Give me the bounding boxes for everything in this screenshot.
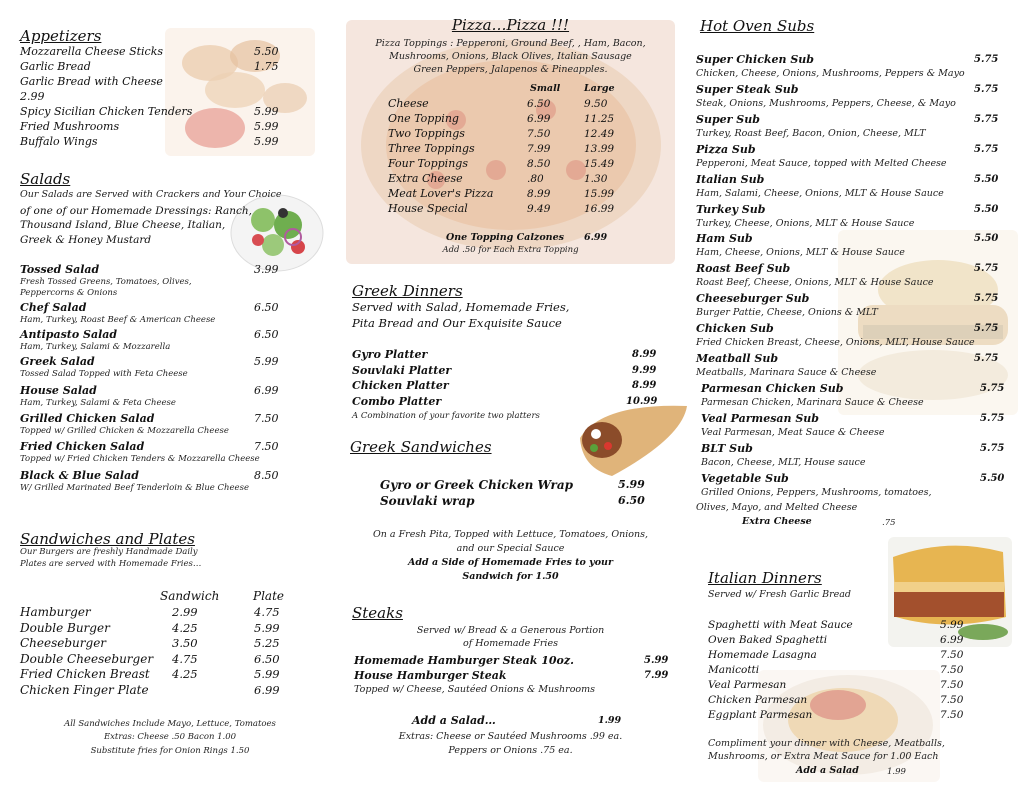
appetizer-price: 5.99 xyxy=(254,135,279,148)
steaks-extras-1: Extras: Cheese or Sautéed Mushrooms .99 ea. xyxy=(398,731,623,742)
salad-name: Antipasto Salad xyxy=(20,328,118,341)
sandwich-name: Chicken Finger Plate xyxy=(20,682,149,697)
plate-price: 5.99 xyxy=(254,620,280,635)
sub-desc: Bacon, Cheese, MLT, House sauce xyxy=(701,456,866,468)
calzone-label: One Topping Calzones xyxy=(446,232,564,243)
salad-name: Chef Salad xyxy=(20,301,87,314)
salads-intro-line: of one of our Homemade Dressings: Ranch, xyxy=(20,204,252,217)
italian-price: 7.50 xyxy=(940,679,964,691)
steaks-intro-2: of Homemade Fries xyxy=(463,638,558,649)
sub-name: Meatball Sub xyxy=(696,352,779,365)
italian-price: 7.50 xyxy=(940,694,964,706)
appetizer-name: Garlic Bread xyxy=(20,60,91,73)
sandwich-price: 4.75 xyxy=(172,651,198,666)
salads-intro-line: Our Salads are Served with Crackers and Your Choice xyxy=(20,189,282,200)
pizza-toppings-1: Pizza Toppings : Pepperoni, Ground Beef, , Ham, Bacon, xyxy=(375,38,646,49)
steaks-extras-2: Peppers or Onions .75 ea. xyxy=(448,745,573,756)
pizza-name: One Topping xyxy=(388,112,459,125)
pizza-small-header: Small xyxy=(530,83,561,94)
sandwich-price: 3.50 xyxy=(172,636,198,650)
salad-price: 6.99 xyxy=(254,384,279,397)
sub-name: BLT Sub xyxy=(701,441,753,455)
appetizer-name: 2.99 xyxy=(20,90,45,103)
sub-price: 5.50 xyxy=(980,472,1005,484)
pizza-large-price: 9.50 xyxy=(584,98,608,110)
appetizer-name: Spicy Sicilian Chicken Tenders xyxy=(20,105,193,118)
italian-name: Eggplant Parmesan xyxy=(708,709,813,721)
sub-desc: Turkey, Roast Beef, Bacon, Onion, Cheese, MLT xyxy=(696,127,926,139)
pizza-large-price: 16.99 xyxy=(584,203,615,215)
sub-price: 5.75 xyxy=(980,412,1005,424)
salads-intro-line: Thousand Island, Blue Cheese, Italian, xyxy=(20,219,226,231)
italian-note-2: Mushrooms, or Extra Meat Sauce for 1.00 Each xyxy=(708,751,939,762)
salad-price: 7.50 xyxy=(254,412,279,425)
salad-price: 6.50 xyxy=(254,301,279,314)
salad-price: 7.50 xyxy=(254,440,279,453)
sandwich-price: 4.25 xyxy=(172,667,198,681)
greek-sandwiches-note-3: Add a Side of Homemade Fries to your xyxy=(408,557,613,568)
salad-desc: Ham, Turkey, Salami & Feta Cheese xyxy=(20,398,176,408)
greek-dinner-price: 10.99 xyxy=(626,395,658,407)
pizza-name: Three Toppings xyxy=(388,142,475,155)
sandwiches-note-2: Extras: Cheese .50 Bacon 1.00 xyxy=(103,732,237,742)
pizza-small-price: 6.99 xyxy=(527,113,551,125)
greek-dinner-price: 8.99 xyxy=(632,349,657,360)
extra-cheese-label: Extra Cheese xyxy=(742,516,812,527)
sub-price: 5.75 xyxy=(974,83,999,95)
greek-dinners-intro-1: Served with Salad, Homemade Fries, xyxy=(352,300,570,314)
steaks-add-salad-price: 1.99 xyxy=(598,715,622,726)
italian-price: 6.99 xyxy=(940,634,964,646)
italian-name: Oven Baked Spaghetti xyxy=(708,634,828,646)
salad-desc: Peppercorns & Onions xyxy=(20,288,118,298)
pizza-small-price: 9.49 xyxy=(527,203,551,215)
pizza-large-price: 1.30 xyxy=(584,173,608,185)
salad-desc: Fresh Tossed Greens, Tomatoes, Olives, xyxy=(20,277,192,287)
pizza-small-price: 7.99 xyxy=(527,143,551,155)
greek-dinner-price: 8.99 xyxy=(632,380,657,391)
greek-sandwiches-note-2: and our Special Sauce xyxy=(456,543,565,554)
salad-price: 8.50 xyxy=(254,469,279,482)
pizza-large-price: 12.49 xyxy=(584,128,615,140)
greek-sandwich-price: 5.99 xyxy=(618,478,645,491)
sub-name: Parmesan Chicken Sub xyxy=(701,381,844,395)
extra-cheese-price: .75 xyxy=(882,518,896,528)
sub-name: Chicken Sub xyxy=(696,322,774,336)
pizza-large-header: Large xyxy=(584,83,615,94)
appetizer-price: 5.99 xyxy=(254,105,279,118)
greek-sandwiches-note-4: Sandwich for 1.50 xyxy=(462,571,559,582)
pizza-large-price: 15.99 xyxy=(584,188,615,200)
sub-desc: Meatballs, Marinara Sauce & Cheese xyxy=(696,367,877,378)
sub-desc: Steak, Onions, Mushrooms, Peppers, Cheese, & Mayo xyxy=(696,97,956,109)
steaks-add-salad: Add a Salad… xyxy=(412,714,496,727)
pizza-name: Meat Lover's Pizza xyxy=(388,187,494,200)
sub-name: Vegetable Sub xyxy=(701,471,789,485)
italian-name: Manicotti xyxy=(708,664,760,676)
pizza-small-price: 7.50 xyxy=(527,128,551,140)
pizza-small-price: 8.99 xyxy=(527,188,551,200)
sub-name: Veal Parmesan Sub xyxy=(701,411,819,425)
salads-intro-line: Greek & Honey Mustard xyxy=(20,233,152,246)
sandwiches-intro-2: Plates are served with Homemade Fries… xyxy=(20,559,202,569)
italian-price: 7.50 xyxy=(940,664,964,676)
salad-name: Grilled Chicken Salad xyxy=(20,412,155,425)
salad-desc: Tossed Salad Topped with Feta Cheese xyxy=(20,369,188,379)
pizza-small-price: .80 xyxy=(527,173,544,185)
sandwich-name: Cheeseburger xyxy=(20,636,107,650)
sub-desc: Chicken, Cheese, Onions, Mushrooms, Peppers & Mayo xyxy=(696,68,965,79)
salad-name: House Salad xyxy=(20,384,97,397)
sub-name: Italian Sub xyxy=(696,172,765,186)
plate-price: 4.75 xyxy=(254,605,280,619)
sandwiches-note-1: All Sandwiches Include Mayo, Lettuce, Tomatoes xyxy=(64,719,276,729)
pizza-large-price: 11.25 xyxy=(584,113,615,125)
sub-price: 5.75 xyxy=(974,143,999,155)
italian-add-salad-price: 1.99 xyxy=(887,767,906,777)
sub-price: 5.75 xyxy=(974,113,999,125)
sub-desc: Burger Pattie, Cheese, Onions & MLT xyxy=(696,307,878,319)
italian-price: 5.99 xyxy=(940,619,964,631)
italian-name: Chicken Parmesan xyxy=(708,694,808,706)
italian-name: Veal Parmesan xyxy=(708,679,787,691)
sub-name: Cheeseburger Sub xyxy=(696,292,810,306)
greek-sandwich-price: 6.50 xyxy=(618,494,645,507)
sandwich-name: Fried Chicken Breast xyxy=(20,667,150,681)
steak-price: 7.99 xyxy=(644,670,669,681)
calzone-note: Add .50 for Each Extra Topping xyxy=(442,245,579,255)
plate-price: 6.99 xyxy=(254,682,280,697)
plate-price: 5.99 xyxy=(254,667,280,681)
steak-name: House Hamburger Steak xyxy=(354,669,507,682)
appetizers-title: Appetizers xyxy=(20,27,102,45)
italian-name: Homemade Lasagna xyxy=(708,649,817,661)
sandwich-col-header: Sandwich xyxy=(160,589,220,603)
sub-price: 5.75 xyxy=(980,442,1005,454)
sandwiches-title: Sandwiches and Plates xyxy=(20,530,195,548)
steaks-topped: Topped w/ Cheese, Sautéed Onions & Mushrooms xyxy=(354,684,596,695)
pizza-name: Four Toppings xyxy=(388,157,468,170)
sub-price: 5.75 xyxy=(974,54,999,65)
veg-sub-desc-2: Olives, Mayo, and Melted Cheese xyxy=(696,502,858,513)
salad-desc: W/ Grilled Marinated Beef Tenderloin & Blue Cheese xyxy=(20,483,249,493)
sub-desc: Grilled Onions, Peppers, Mushrooms, tomatoes, xyxy=(701,486,932,498)
salad-desc: Ham, Turkey, Salami & Mozzarella xyxy=(20,342,171,352)
sub-desc: Veal Parmesan, Meat Sauce & Cheese xyxy=(701,426,885,438)
wrap-photo xyxy=(572,398,694,478)
wings-photo xyxy=(165,28,315,156)
italian-price: 7.50 xyxy=(940,709,964,721)
plate-price: 5.25 xyxy=(254,636,280,650)
sandwiches-note-3: Substitute fries for Onion Rings 1.50 xyxy=(90,746,250,756)
sandwiches-intro-1: Our Burgers are freshly Handmade Daily xyxy=(20,547,198,557)
pizza-large-price: 15.49 xyxy=(584,158,615,170)
greek-sandwiches-note-1: On a Fresh Pita, Topped with Lettuce, Tomatoes, Onions, xyxy=(372,529,649,540)
sandwich-price: 4.25 xyxy=(172,620,198,635)
pizza-name: Extra Cheese xyxy=(388,172,463,185)
greek-sandwich-name: Souvlaki wrap xyxy=(380,494,475,508)
italian-note-1: Compliment your dinner with Cheese, Meatballs, xyxy=(708,738,945,749)
sub-price: 5.75 xyxy=(974,353,999,364)
salad-name: Fried Chicken Salad xyxy=(20,440,145,453)
greek-dinner-price: 9.99 xyxy=(632,364,657,376)
pizza-name: Cheese xyxy=(388,97,429,110)
sub-name: Turkey Sub xyxy=(696,202,766,216)
appetizer-name: Garlic Bread with Cheese xyxy=(20,75,163,88)
pizza-small-price: 6.50 xyxy=(527,98,551,110)
salad-desc: Topped w/ Grilled Chicken & Mozzarella Cheese xyxy=(20,426,229,436)
sub-name: Super Chicken Sub xyxy=(696,53,814,66)
sub-price: 5.50 xyxy=(974,203,999,215)
sandwich-name: Double Cheeseburger xyxy=(20,651,154,666)
pizza-title: Pizza…Pizza !!! xyxy=(451,16,570,34)
greek-sandwich-name: Gyro or Greek Chicken Wrap xyxy=(380,478,573,492)
greek-sandwiches-title: Greek Sandwiches xyxy=(350,438,492,456)
appetizer-name: Buffalo Wings xyxy=(20,135,98,148)
calzone-price: 6.99 xyxy=(584,232,608,243)
steak-name: Homemade Hamburger Steak 10oz. xyxy=(354,654,574,667)
sub-name: Roast Beef Sub xyxy=(696,262,791,276)
greek-dinner-name: Combo Platter xyxy=(352,394,442,408)
italian-intro: Served w/ Fresh Garlic Bread xyxy=(708,589,851,600)
pizza-toppings-2: Mushrooms, Onions, Black Olives, Italian Sausage xyxy=(389,51,632,62)
sub-price: 5.75 xyxy=(974,293,999,305)
sub-desc: Ham, Salami, Cheese, Onions, MLT & House Sauce xyxy=(696,187,944,199)
greek-dinners-intro-2: Pita Bread and Our Exquisite Sauce xyxy=(352,316,562,330)
pizza-name: House Special xyxy=(388,202,468,215)
salad-name: Black & Blue Salad xyxy=(20,469,139,482)
sub-price: 5.50 xyxy=(974,233,999,245)
italian-add-salad: Add a Salad xyxy=(796,765,859,776)
sub-price: 5.75 xyxy=(980,382,1005,394)
salad-price: 5.99 xyxy=(254,355,279,368)
appetizer-name: Fried Mushrooms xyxy=(20,120,120,133)
greek-dinner-name: Gyro Platter xyxy=(352,348,428,361)
sub-name: Pizza Sub xyxy=(696,142,756,156)
greek-dinners-title: Greek Dinners xyxy=(352,282,463,300)
sub-desc: Roast Beef, Cheese, Onions, MLT & House Sauce xyxy=(696,277,934,289)
sub-name: Super Steak Sub xyxy=(696,82,799,96)
sandwich-name: Double Burger xyxy=(20,620,110,635)
salad-price: 3.99 xyxy=(254,263,279,276)
subs-title: Hot Oven Subs xyxy=(700,17,815,35)
salad-name: Tossed Salad xyxy=(20,263,100,276)
salads-title: Salads xyxy=(20,170,71,188)
pizza-name: Two Toppings xyxy=(388,127,465,140)
sub-desc: Pepperoni, Meat Sauce, topped with Melted Cheese xyxy=(696,157,947,169)
italian-title: Italian Dinners xyxy=(708,569,822,587)
sub-price: 5.75 xyxy=(974,323,999,335)
salad-desc: Ham, Turkey, Roast Beef & American Cheese xyxy=(20,315,216,325)
sandwich-price: 2.99 xyxy=(172,605,198,619)
italian-name: Spaghetti with Meat Sauce xyxy=(708,619,853,631)
appetizer-price: 5.50 xyxy=(254,45,279,58)
appetizer-name: Mozzarella Cheese Sticks xyxy=(20,45,164,58)
greek-dinner-name: Souvlaki Platter xyxy=(352,363,452,377)
sub-price: 5.50 xyxy=(974,173,999,185)
sandwich-name: Hamburger xyxy=(20,605,91,619)
appetizer-price: 1.75 xyxy=(254,60,279,73)
sub-price: 5.75 xyxy=(974,263,999,275)
sub-desc: Fried Chicken Breast, Cheese, Onions, MLT, House Sauce xyxy=(696,337,975,349)
plate-price: 6.50 xyxy=(254,651,280,666)
pizza-toppings-3: Green Peppers, Jalapenos & Pineapples. xyxy=(413,64,608,75)
greek-dinner-name: Chicken Platter xyxy=(352,379,449,392)
italian-price: 7.50 xyxy=(940,649,964,661)
pizza-large-price: 13.99 xyxy=(584,143,615,155)
sub-desc: Parmesan Chicken, Marinara Sauce & Cheese xyxy=(701,396,924,408)
salad-desc: Topped w/ Fried Chicken Tenders & Mozzarella Cheese xyxy=(20,454,260,464)
sub-desc: Turkey, Cheese, Onions, MLT & House Sauce xyxy=(696,217,915,229)
sub-name: Super Sub xyxy=(696,112,760,126)
sub-desc: Ham, Cheese, Onions, MLT & House Sauce xyxy=(696,247,905,259)
sub-name: Ham Sub xyxy=(696,232,753,246)
steaks-intro-1: Served w/ Bread & a Generous Portion xyxy=(416,625,605,636)
steaks-title: Steaks xyxy=(352,604,403,622)
appetizer-price: 5.99 xyxy=(254,120,279,133)
steak-price: 5.99 xyxy=(644,655,669,666)
salad-price: 6.50 xyxy=(254,328,279,341)
salad-name: Greek Salad xyxy=(20,355,95,368)
pizza-small-price: 8.50 xyxy=(527,158,551,170)
combo-note: A Combination of your favorite two platters xyxy=(352,411,540,421)
plate-col-header: Plate xyxy=(253,589,284,603)
